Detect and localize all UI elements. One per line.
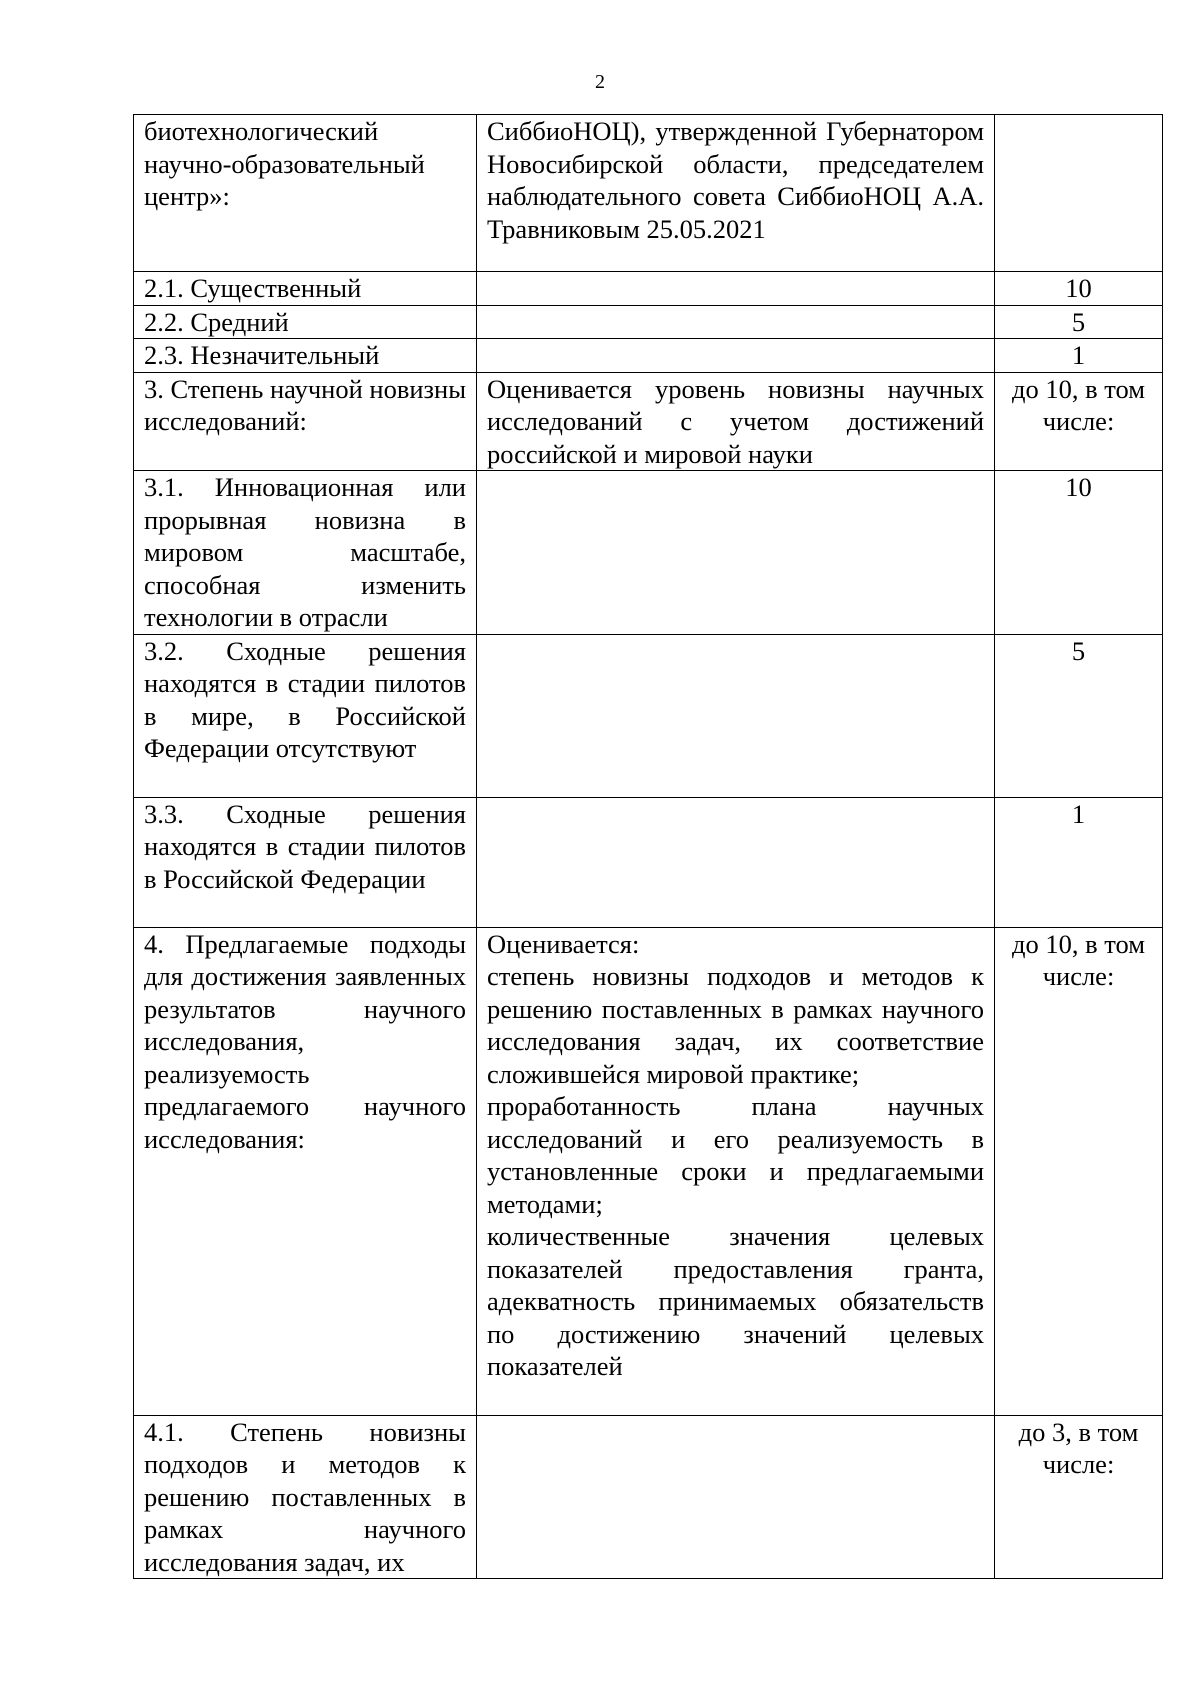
table-row xyxy=(134,115,1163,272)
criterion-cell: 4.1. Степень новизны подходов и методов к решению поставленных в рамках научного исследования задач, их xyxy=(134,1415,477,1579)
score-cell xyxy=(995,115,1163,272)
criterion-cell: 2.2. Средний xyxy=(134,305,477,339)
description-cell xyxy=(477,797,995,927)
criterion-cell: 3.3. Сходные решения находятся в стадии пилотов в Российской Федерации xyxy=(134,797,477,927)
criterion-cell: 4. Предлагаемые подходы для достижения заявленных результатов научного исследования, реализуемость предлагаемого научного исследования: xyxy=(134,927,477,1415)
description-line: количественные значения целевых показателей предоставления гранта, адекватность принимаемых обязательств по достижению значений целевых показателей xyxy=(487,1221,984,1381)
table-row xyxy=(134,372,1163,471)
criterion-cell: 2.1. Существенный xyxy=(134,272,477,306)
table-row xyxy=(134,339,1163,373)
table-row xyxy=(134,471,1163,635)
description-cell xyxy=(477,272,995,306)
description-line: Оценивается: xyxy=(487,928,640,959)
score-cell: 10 xyxy=(995,471,1163,635)
description-cell xyxy=(477,927,995,1415)
table-row xyxy=(134,272,1163,306)
description-cell xyxy=(477,471,995,635)
description-line: проработанность плана научных исследований и его реализуемость в установленные сроки и предлагаемыми методами; xyxy=(487,1091,984,1219)
table-row xyxy=(134,305,1163,339)
criterion-cell: 3. Степень научной новизны исследований: xyxy=(134,372,477,471)
description-cell: Оценивается уровень новизны научных исследований с учетом достижений российской и мировой науки xyxy=(477,372,995,471)
description-cell: СиббиоНОЦ), утвержденной Губернатором Новосибирской области, председателем наблюдательного совета СиббиоНОЦ А.А. Травниковым 25.05.2021 xyxy=(477,115,995,272)
table-row xyxy=(134,927,1163,1415)
description-cell xyxy=(477,1415,995,1579)
description-cell xyxy=(477,339,995,373)
score-cell: 10 xyxy=(995,272,1163,306)
table-row xyxy=(134,797,1163,927)
description-cell xyxy=(477,634,995,797)
criteria-table xyxy=(133,114,1163,1579)
criterion-cell: биотехнологический научно-образовательный центр»: xyxy=(134,115,477,272)
table-row xyxy=(134,634,1163,797)
score-cell: 1 xyxy=(995,797,1163,927)
criterion-cell: 3.2. Сходные решения находятся в стадии пилотов в мире, в Российской Федерации отсутствуют xyxy=(134,634,477,797)
criterion-cell: 3.1. Инновационная или прорывная новизна в мировом масштабе, способная изменить технологии в отрасли xyxy=(134,471,477,635)
criterion-cell: 2.3. Незначительный xyxy=(134,339,477,373)
description-cell xyxy=(477,305,995,339)
score-cell: до 10, в том числе: xyxy=(995,927,1163,1415)
description-line: степень новизны подходов и методов к решению поставленных в рамках научного исследования задач, их соответствие сложившейся мировой практике; xyxy=(487,961,984,1089)
score-cell: 5 xyxy=(995,634,1163,797)
score-cell: до 3, в том числе: xyxy=(995,1415,1163,1579)
page-number: 2 xyxy=(595,71,605,93)
table-row xyxy=(134,1415,1163,1579)
score-cell: 5 xyxy=(995,305,1163,339)
score-cell: 1 xyxy=(995,339,1163,373)
score-cell: до 10, в том числе: xyxy=(995,372,1163,471)
